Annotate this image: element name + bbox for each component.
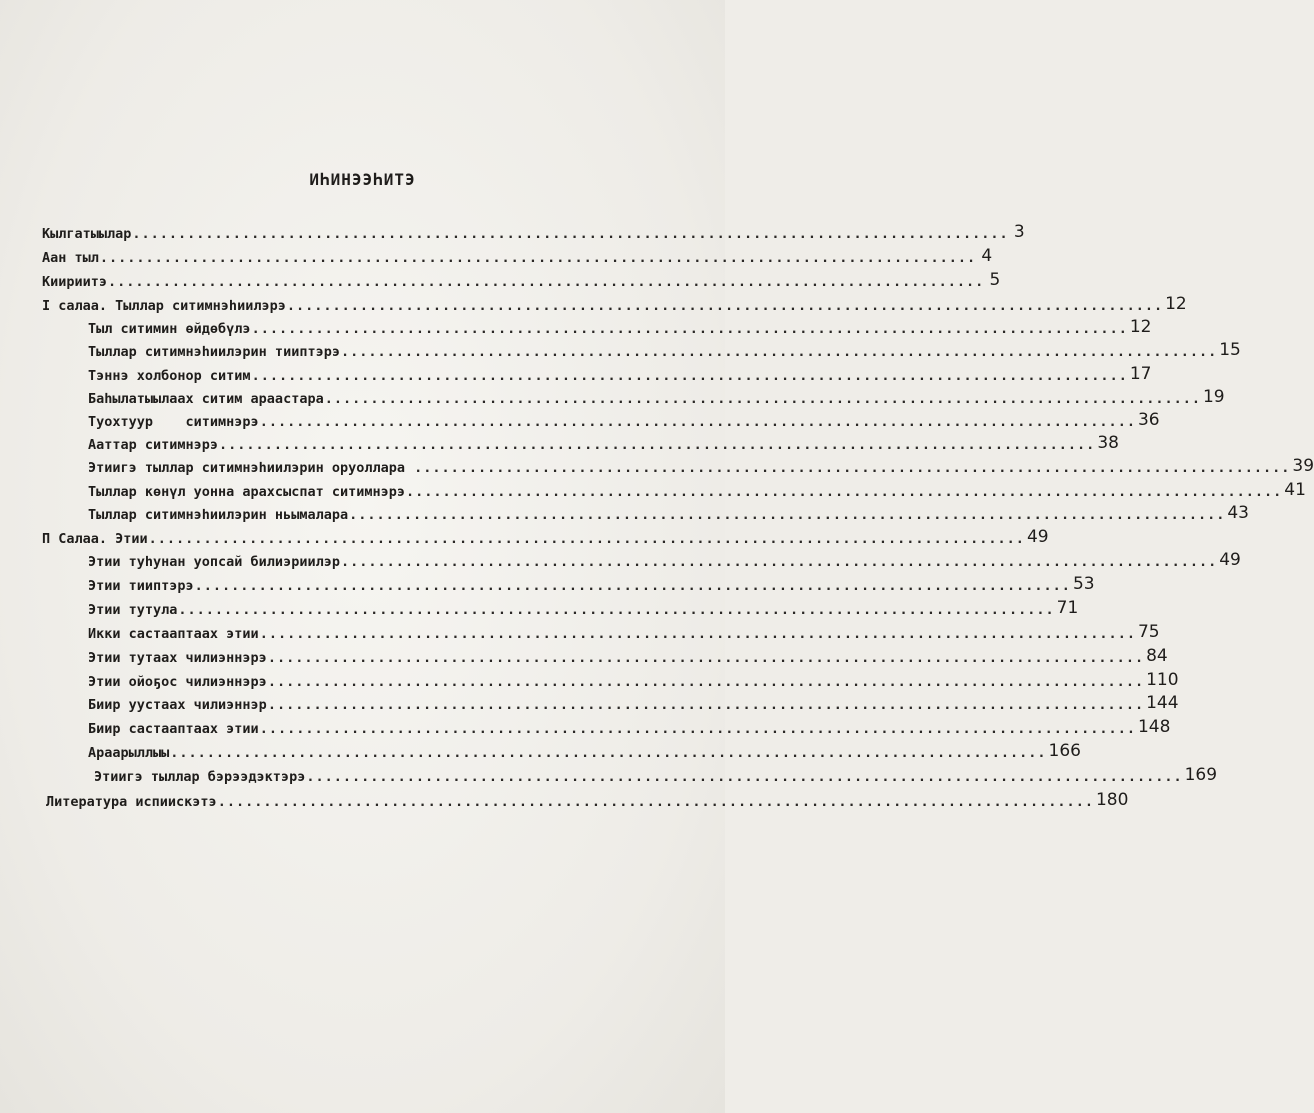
leader-dots: ................................................................................................ xyxy=(194,577,1071,594)
leader-dots: ................................................................................................ xyxy=(251,320,1128,337)
toc-entry-page: 38 xyxy=(1097,433,1119,453)
toc-entry-page: 41 xyxy=(1284,480,1306,500)
leader-dots: ................................................................................................ xyxy=(217,793,1094,810)
leader-dots: ................................................................................................ xyxy=(178,601,1055,618)
leader-dots: ................................................................................................ xyxy=(306,768,1183,785)
toc-entry xyxy=(88,667,1179,690)
leader-dots: ................................................................................................ xyxy=(267,673,1145,690)
toc-entry xyxy=(46,787,1129,810)
toc-entry-page: 71 xyxy=(1056,598,1079,618)
toc-entry-label: Биир састааптаах этии xyxy=(88,720,259,737)
toc-entry-label: Тыллар көнүл уонна арахсыспат ситимнэрэ xyxy=(88,483,405,500)
toc-entry-label: Литература испиискэтэ xyxy=(46,793,217,810)
leader-dots: ................................................................................................ xyxy=(219,436,1096,453)
leader-dots: ................................................................................................ xyxy=(349,506,1226,523)
leader-dots: ................................................................................................ xyxy=(259,625,1136,642)
toc-entry-page: 17 xyxy=(1129,364,1152,384)
toc-entry-page: 49 xyxy=(1219,550,1241,570)
toc-entry-page: 36 xyxy=(1137,410,1160,430)
toc-entry-page: 84 xyxy=(1146,646,1168,666)
leader-dots: ................................................................................................ xyxy=(170,744,1047,761)
toc-entry-label: I салаа. Тыллар ситимнэһиилэрэ xyxy=(42,297,286,314)
toc-entry-page: 12 xyxy=(1165,294,1187,314)
toc-entry-page: 110 xyxy=(1146,670,1179,690)
toc-entry-page: 4 xyxy=(981,246,993,266)
toc-entry xyxy=(88,643,1168,666)
toc-entry-page: 180 xyxy=(1095,790,1129,810)
toc-entry-label: Икки састааптаах этии xyxy=(88,625,259,642)
leader-dots: ................................................................................................ xyxy=(99,249,977,266)
toc-entry xyxy=(88,595,1079,618)
toc-entry xyxy=(88,500,1249,523)
leader-dots: ................................................................................................ xyxy=(267,696,1145,713)
toc-entry xyxy=(88,547,1241,570)
toc-entry xyxy=(88,738,1081,761)
toc-entry-label: Этиигэ тыллар бэрээдэктэрэ xyxy=(94,768,306,785)
leader-dots: ................................................................................................ xyxy=(324,390,1201,407)
toc-entry-label: П Салаа. Этии xyxy=(42,530,148,547)
toc-entry-label: Киириитэ xyxy=(42,273,108,290)
toc-entry xyxy=(88,453,1314,476)
leader-dots: ................................................................................................ xyxy=(405,483,1283,500)
toc-entry-label: Тыллар ситимнэһиилэрин ньымалара xyxy=(88,506,349,523)
toc-entry-page: 169 xyxy=(1184,765,1218,785)
leader-dots: ................................................................................................ xyxy=(267,649,1145,666)
toc-entry-page: 166 xyxy=(1048,741,1081,761)
toc-entry xyxy=(88,407,1160,430)
toc-entry-label: Тэннэ холбонор ситим xyxy=(88,367,251,384)
toc-entry-label: Баһылатыылаах ситим араастара xyxy=(88,390,324,407)
toc-entry-label: Этии ойоҕос чилиэннэрэ xyxy=(88,673,267,690)
toc-entry xyxy=(88,477,1306,500)
toc-entry-label: Тыллар ситимнэһиилэрин тииптэрэ xyxy=(88,343,340,360)
toc-entry xyxy=(42,243,993,266)
toc-entry-label: Араарыллыы xyxy=(88,744,170,761)
toc-entry-page: 43 xyxy=(1227,503,1249,523)
toc-entry-page: 75 xyxy=(1137,622,1160,642)
toc-entry-label: Кылгатыылар xyxy=(42,225,132,242)
toc-entry xyxy=(88,430,1119,453)
toc-entry-label: Этиигэ тыллар ситимнэһиилэрин оруоллара xyxy=(88,459,414,476)
toc-entry xyxy=(88,361,1152,384)
leader-dots: ................................................................................................ xyxy=(259,720,1136,737)
leader-dots: ................................................................................................ xyxy=(108,273,985,290)
toc-entry-page: 49 xyxy=(1026,527,1049,547)
toc-entry-page: 5 xyxy=(989,270,1001,290)
page-title: ИҺИНЭЭҺИТЭ xyxy=(309,170,416,189)
toc-entry-label: Этии тииптэрэ xyxy=(88,577,194,594)
toc-entry xyxy=(94,762,1218,785)
toc-entry-label: Этии тутаах чилиэннэрэ xyxy=(88,649,267,666)
toc-entry-page: 39 xyxy=(1292,456,1314,476)
toc-entry-label: Тыл ситимин өйдөбүлэ xyxy=(88,320,251,337)
toc-entry-label: Этии тутула xyxy=(88,601,178,618)
toc-entry-page: 3 xyxy=(1013,222,1025,242)
toc-entry-label: Аан тыл xyxy=(42,249,99,266)
toc-entry xyxy=(88,690,1179,713)
toc-entry xyxy=(42,291,1187,314)
toc-entry-page: 144 xyxy=(1146,693,1179,713)
toc-entry xyxy=(88,714,1171,737)
toc-entry xyxy=(88,337,1241,360)
toc-entry-page: 148 xyxy=(1137,717,1171,737)
leader-dots: ................................................................................................ xyxy=(259,413,1136,430)
leader-dots: ................................................................................................ xyxy=(251,367,1128,384)
leader-dots: ................................................................................................ xyxy=(132,225,1009,242)
toc-entry xyxy=(42,267,1001,290)
toc-entry xyxy=(88,619,1160,642)
leader-dots: ................................................................................................ xyxy=(148,530,1025,547)
leader-dots: ................................................................................................ xyxy=(340,553,1218,570)
toc-entry-page: 19 xyxy=(1202,387,1225,407)
toc-entry-label: Этии туһунан уопсай билиэриилэр xyxy=(88,553,340,570)
toc-entry-page: 15 xyxy=(1219,340,1241,360)
toc-entry-page: 53 xyxy=(1072,574,1095,594)
toc-entry xyxy=(88,384,1225,407)
leader-dots: ................................................................................................ xyxy=(340,343,1218,360)
toc-entry xyxy=(42,524,1049,547)
toc-entry xyxy=(88,571,1095,594)
toc-entry-label: Ааттар ситимнэрэ xyxy=(88,436,219,453)
leader-dots: ................................................................................................ xyxy=(286,297,1164,314)
toc-entry-label: Туохтуур ситимнэрэ xyxy=(88,413,259,430)
toc-entry xyxy=(42,219,1025,242)
toc-entry xyxy=(88,314,1152,337)
leader-dots: ................................................................................................ xyxy=(414,459,1291,476)
toc-entry-page: 12 xyxy=(1129,317,1152,337)
toc-entry-label: Биир уустаах чилиэннэр xyxy=(88,696,267,713)
